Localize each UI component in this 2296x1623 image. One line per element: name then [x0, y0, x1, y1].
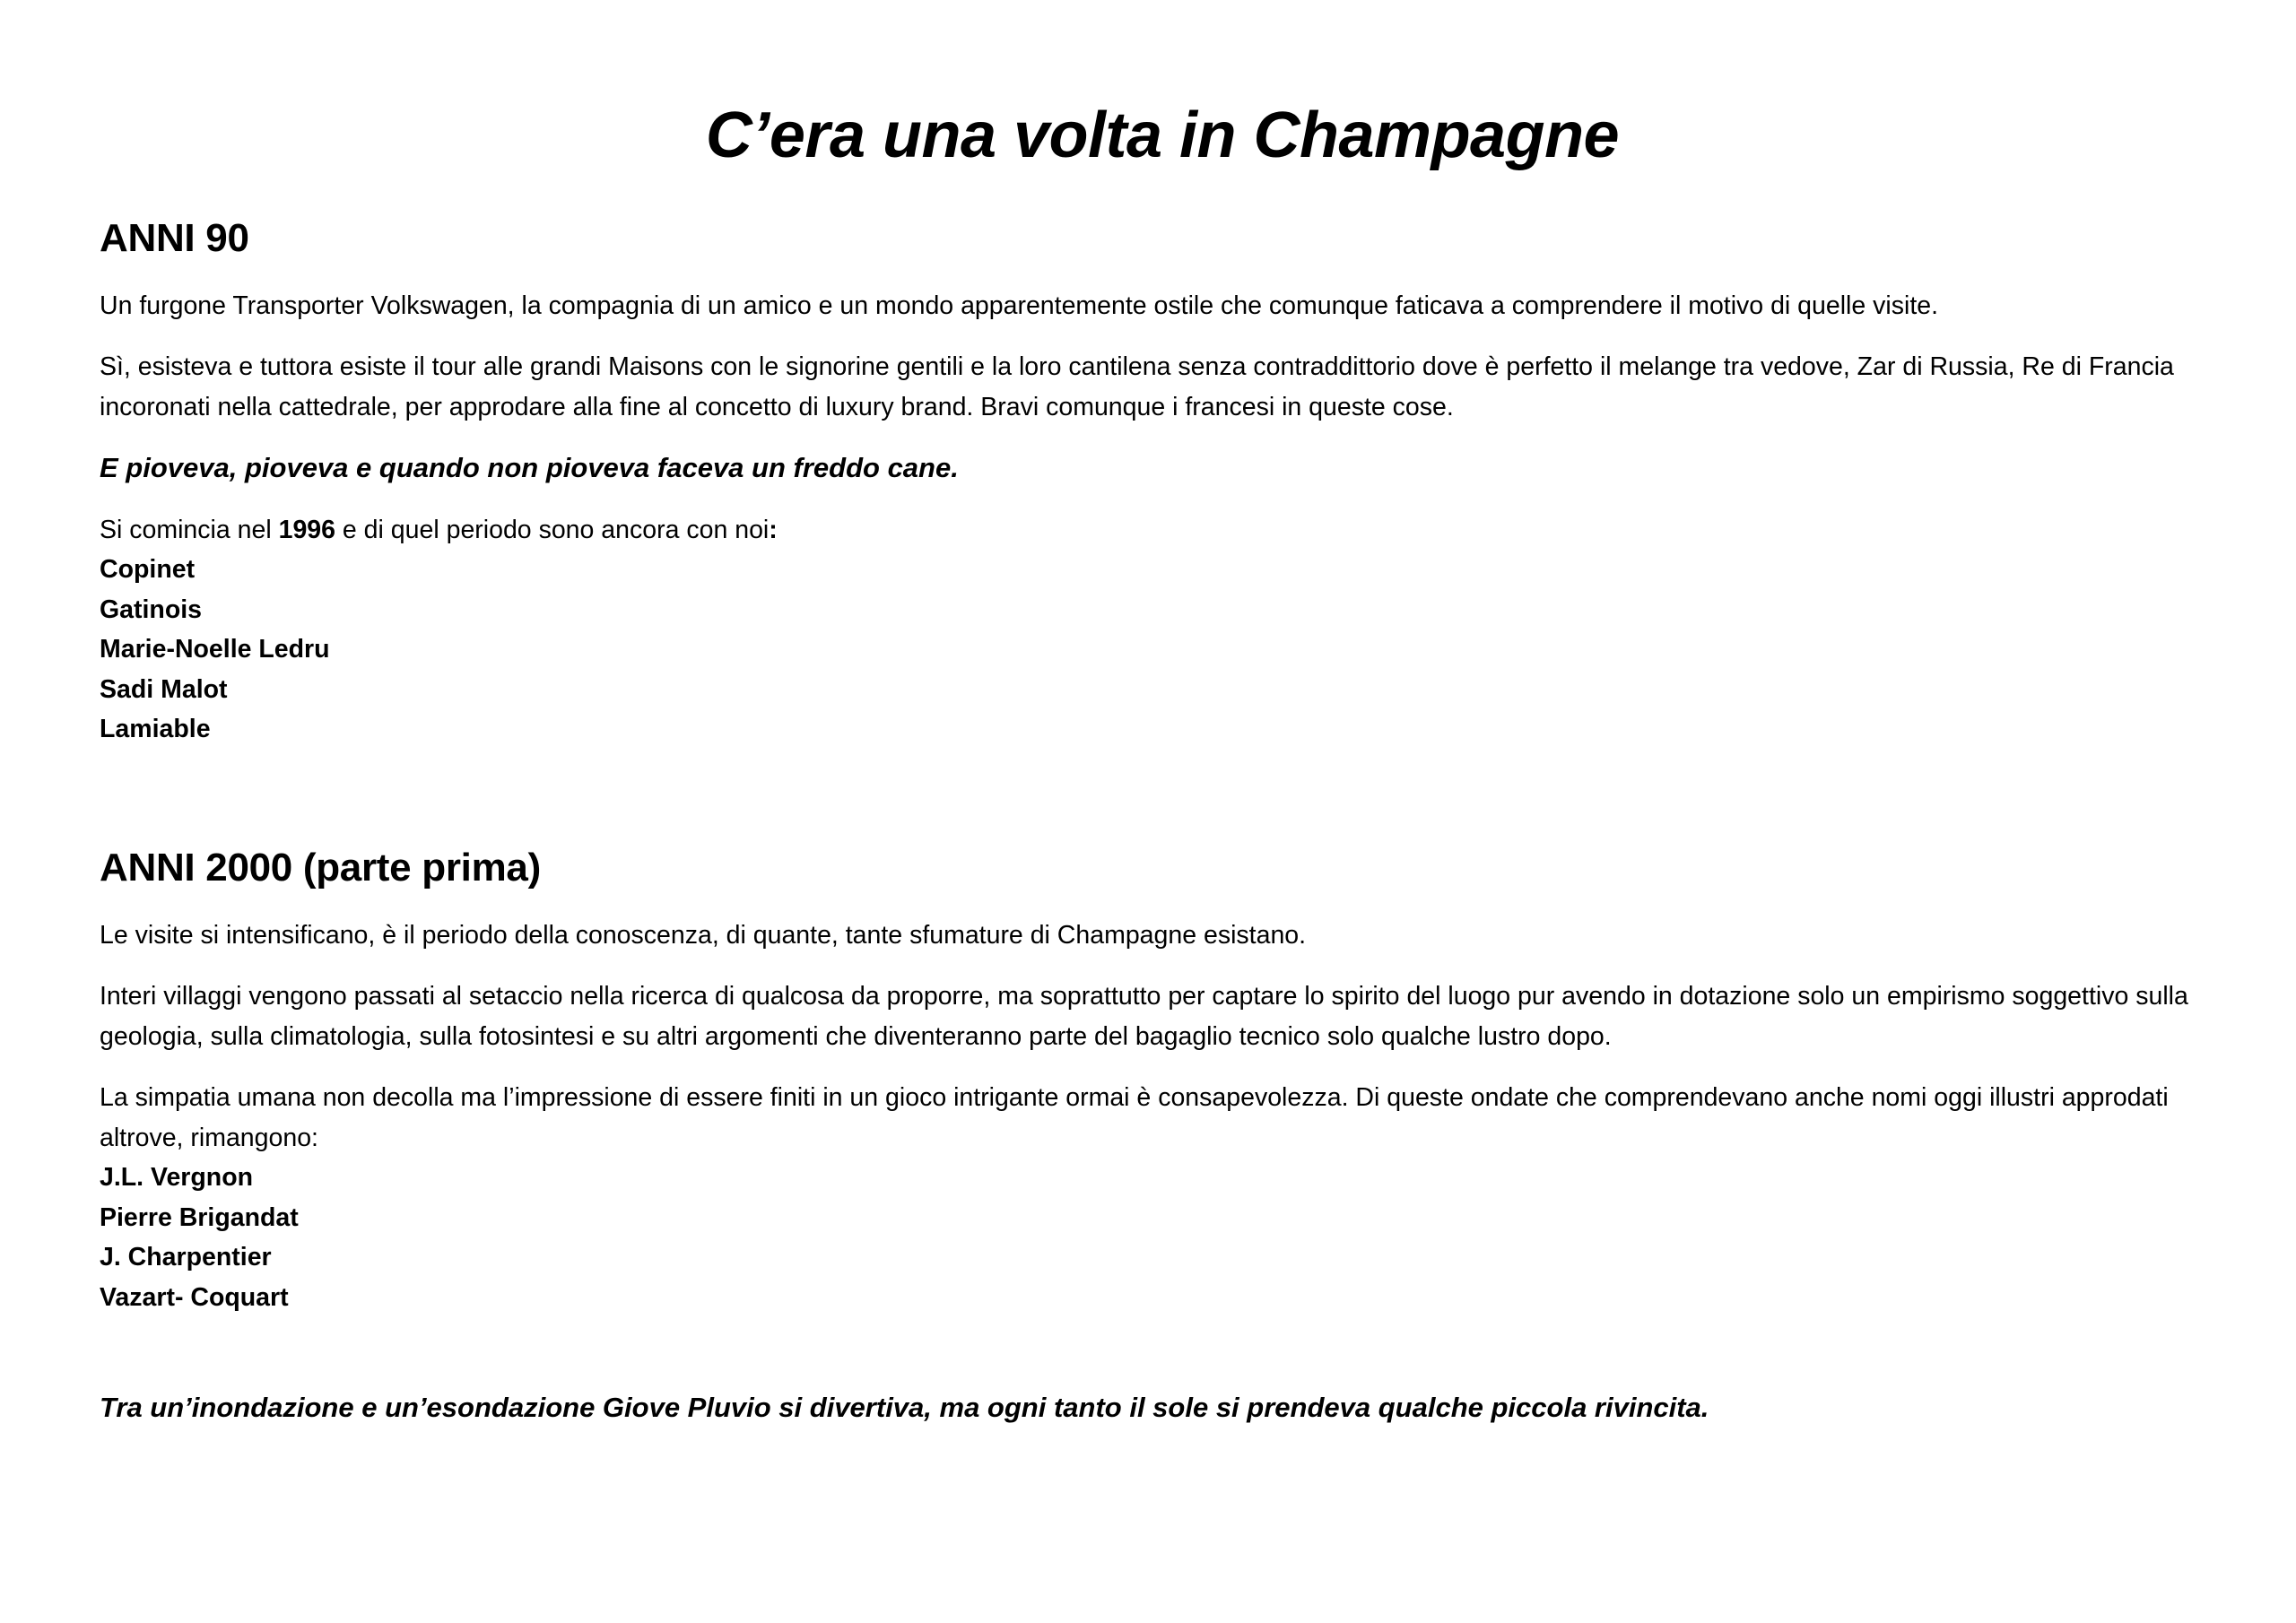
producer-name: J.L. Vergnon: [100, 1163, 254, 1193]
intro-year: 1996: [278, 515, 335, 544]
producer-name: Lamiable: [100, 715, 211, 744]
section-heading: ANNI 90: [100, 216, 249, 260]
section-heading: ANNI 2000 (parte prima): [100, 846, 541, 890]
document-title: C’era una volta in Champagne: [705, 100, 1620, 171]
paragraph: Un furgone Transporter Volkswagen, la compagnia di un amico e un mondo apparentemente ostile che comunque faticava a comprendere il motivo di quelle visite.: [100, 291, 1939, 320]
intro-text-end: e di quel periodo sono ancora con noi: [335, 515, 770, 544]
section-anni-2000: [100, 845, 2225, 1317]
paragraph: La simpatia umana non decolla ma l’impressione di essere finiti in un gioco intrigante ormai è consapevolezza. Di queste ondate che comprendevano anche nomi oggi illustri approdati altrove, rimangono:: [100, 1083, 2169, 1152]
paragraph: Sì, esisteva e tuttora esiste il tour alle grandi Maisons con le signorine gentili e la loro cantilena senza contraddittorio dove è perfetto il melange tra vedove, Zar di Russia, Re di Francia incoronati nella cattedrale, per approdare alla fine al concetto di luxury brand. Bravi comunque i francesi in queste cose.: [100, 352, 2174, 421]
intro-paragraph: [100, 510, 2225, 551]
paragraph: Interi villaggi vengono passati al setaccio nella ricerca di qualcosa da proporre, ma soprattutto per captare lo spirito del luogo pur avendo in dotazione solo un empirismo soggettivo sulla geologia, sulla climatologia, sulla fotosintesi e su altri argomenti che diventeranno parte del bagaglio tecnico solo qualche lustro dopo.: [100, 982, 2188, 1051]
producer-name: Copinet: [100, 555, 196, 585]
producer-list: [100, 1158, 2225, 1317]
producer-name: Sadi Malot: [100, 674, 228, 704]
section-anni-90: [100, 215, 2225, 750]
producer-list: [100, 550, 2225, 750]
intro-colon: :: [769, 515, 778, 544]
producer-name: Vazart- Coquart: [100, 1282, 289, 1312]
producer-name: J. Charpentier: [100, 1243, 272, 1272]
emphasis-paragraph: E pioveva, pioveva e quando non pioveva faceva un freddo cane.: [100, 452, 959, 484]
producer-name: Gatinois: [100, 595, 203, 624]
closing-emphasis: Tra un’inondazione e un’esondazione Giove Pluvio si divertiva, ma ogni tanto il sole si prendeva qualche piccola rivincita.: [100, 1392, 1709, 1423]
producer-name: Marie-Noelle Ledru: [100, 635, 330, 664]
intro-text: Si comincia nel: [100, 515, 279, 544]
producer-name: Pierre Brigandat: [100, 1202, 299, 1232]
paragraph: Le visite si intensificano, è il periodo della conoscenza, di quante, tante sfumature di Champagne esistano.: [100, 920, 1307, 950]
